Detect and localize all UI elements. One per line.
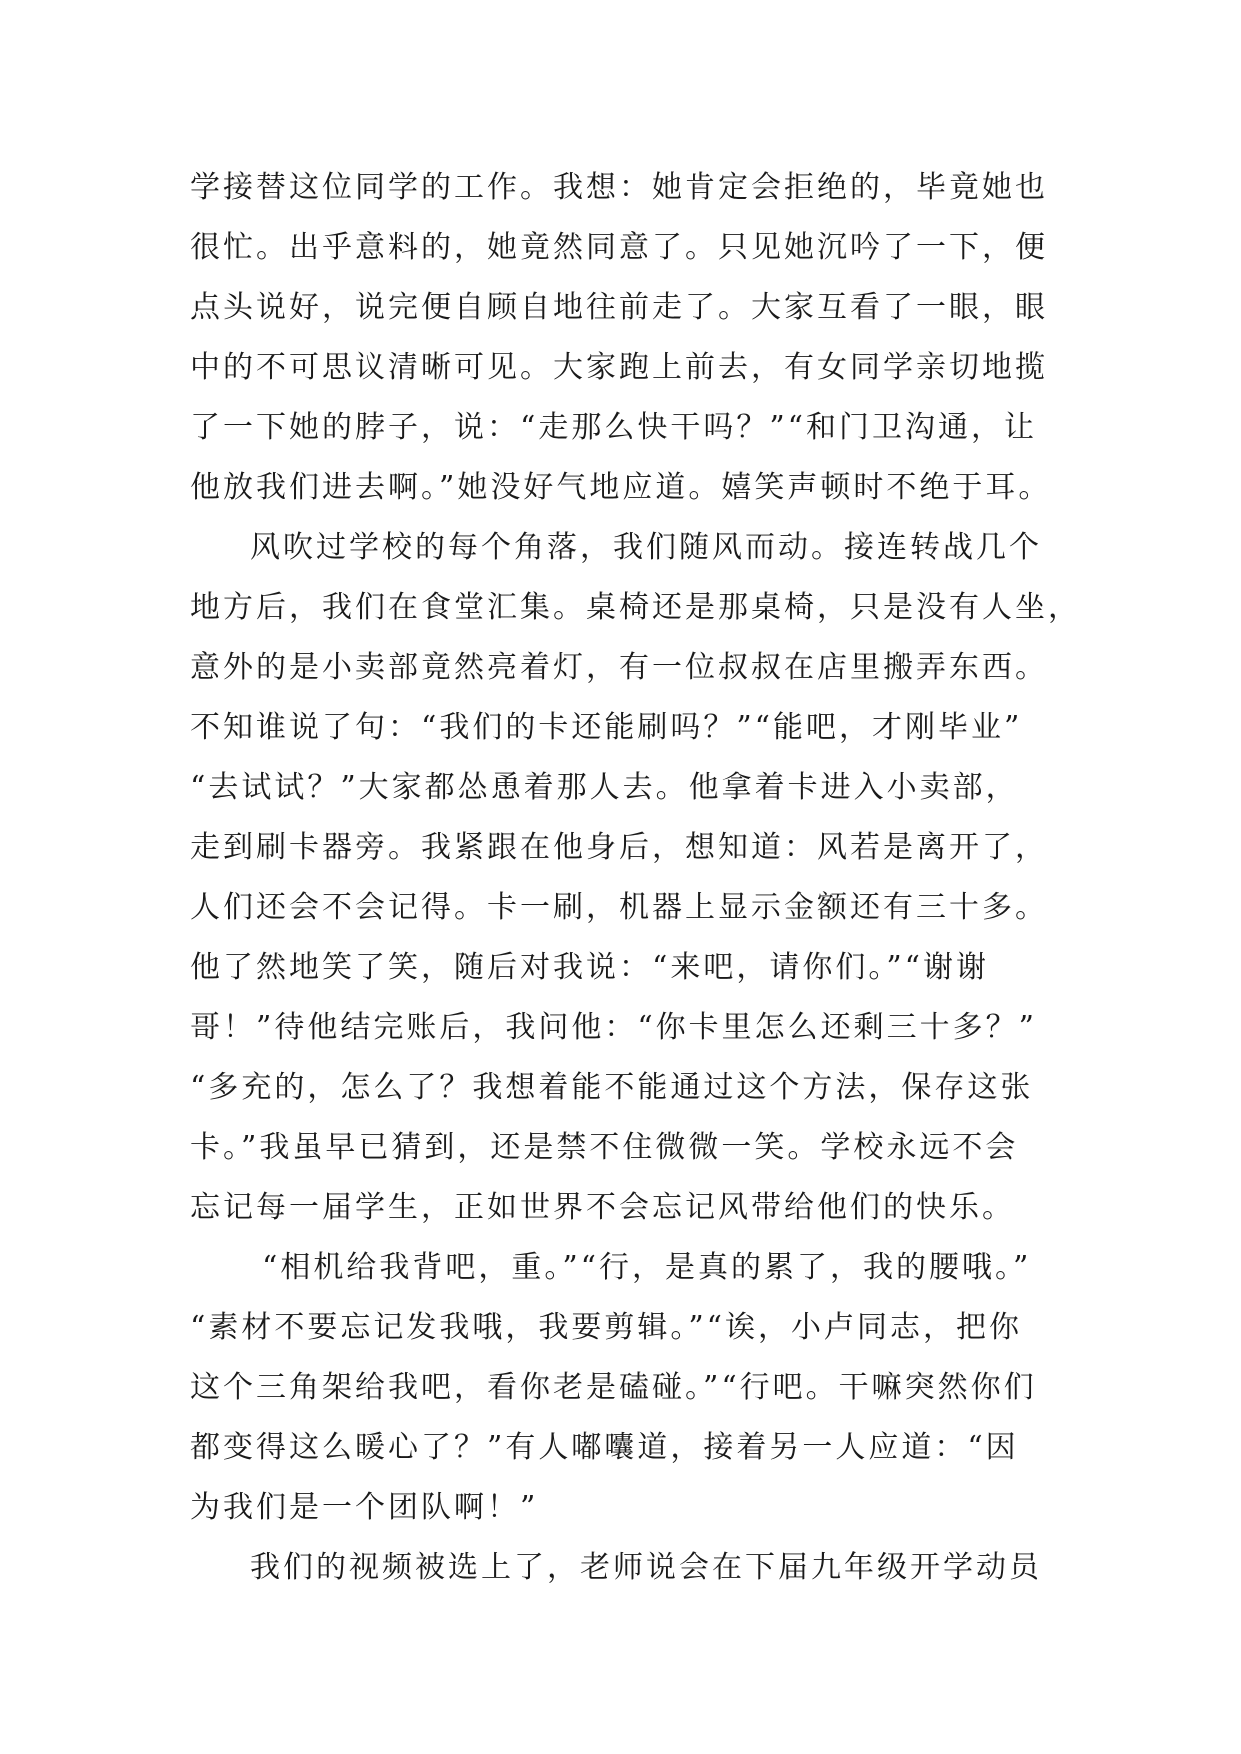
paragraph-start-line: “相机给我背吧，重。”“行，是真的累了，我的腰哦。” bbox=[262, 1250, 1032, 1285]
text-line: 都变得这么暖心了？”有人嘟囔道，接着另一人应道：“因 bbox=[190, 1430, 1019, 1465]
text-line: 中的不可思议清晰可见。大家跑上前去，有女同学亲切地揽 bbox=[190, 350, 1048, 385]
text-line: “素材不要忘记发我哦，我要剪辑。”“诶，小卢同志，把你 bbox=[190, 1310, 1023, 1345]
text-line: 很忙。出乎意料的，她竟然同意了。只见她沉吟了一下，便 bbox=[190, 230, 1048, 265]
text-line: 点头说好，说完便自顾自地往前走了。大家互看了一眼，眼 bbox=[190, 290, 1048, 325]
text-line: 卡。”我虽早已猜到，还是禁不住微微一笑。学校永远不会 bbox=[190, 1130, 1019, 1165]
text-line: 意外的是小卖部竟然亮着灯，有一位叔叔在店里搬弄东西。 bbox=[190, 650, 1048, 685]
text-line: 他放我们进去啊。”她没好气地应道。嬉笑声顿时不绝于耳。 bbox=[190, 470, 1052, 505]
text-line: 这个三角架给我吧，看你老是磕碰。”“行吧。干嘛突然你们 bbox=[190, 1370, 1037, 1405]
text-line: 他了然地笑了笑，随后对我说：“来吧，请你们。”“谢谢 bbox=[190, 950, 990, 985]
text-line: “去试试？”大家都怂恿着那人去。他拿着卡进入小卖部， bbox=[190, 770, 1019, 805]
text-line: 为我们是一个团队啊！” bbox=[190, 1490, 539, 1525]
text-line: 走到刷卡器旁。我紧跟在他身后，想知道：风若是离开了， bbox=[190, 830, 1048, 865]
text-line: 不知谁说了句：“我们的卡还能刷吗？”“能吧，才刚毕业” bbox=[190, 710, 1023, 745]
text-line: 地方后，我们在食堂汇集。桌椅还是那桌椅，只是没有人坐， bbox=[190, 590, 1081, 625]
body-text bbox=[190, 158, 1090, 1598]
text-line: “多充的，怎么了？我想着能不能通过这个方法，保存这张 bbox=[190, 1070, 1034, 1105]
paragraph-start-line: 我们的视频被选上了，老师说会在下届九年级开学动员 bbox=[250, 1550, 1042, 1585]
text-line: 忘记每一届学生，正如世界不会忘记风带给他们的快乐。 bbox=[190, 1190, 1015, 1225]
paragraph-start-line: 风吹过学校的每个角落，我们随风而动。接连转战几个 bbox=[250, 530, 1042, 565]
text-line: 了一下她的脖子，说：“走那么快干吗？”“和门卫沟通，让 bbox=[190, 410, 1038, 445]
text-line: 人们还会不会记得。卡一刷，机器上显示金额还有三十多。 bbox=[190, 890, 1048, 925]
text-line: 学接替这位同学的工作。我想：她肯定会拒绝的，毕竟她也 bbox=[190, 170, 1048, 205]
text-line: 哥！”待他结完账后，我问他：“你卡里怎么还剩三十多？” bbox=[190, 1010, 1038, 1045]
